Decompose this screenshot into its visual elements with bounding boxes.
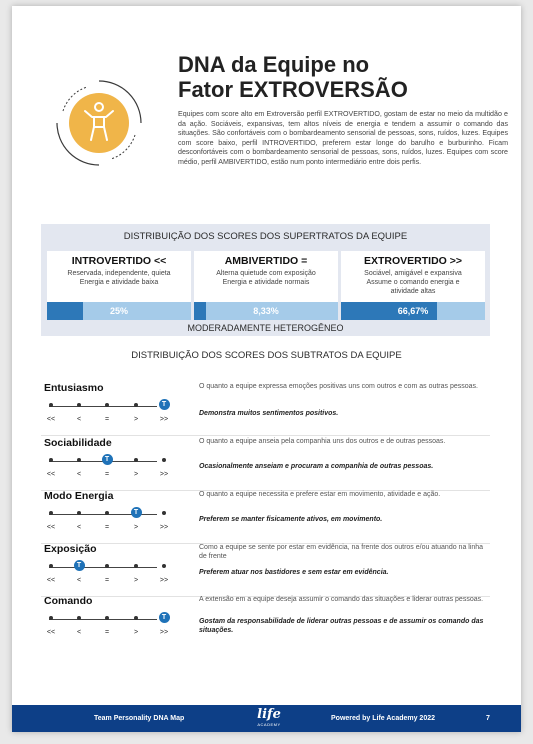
scale-label: > bbox=[133, 416, 139, 423]
subtrait-desc: O quanto a equipe necessita e prefere estar em movimento, atividade e ação. bbox=[199, 491, 441, 498]
subtrait-scale bbox=[45, 559, 169, 587]
subtrait-scale bbox=[45, 611, 169, 639]
subtrait-sociabilidade bbox=[41, 437, 490, 487]
scale-label: < bbox=[76, 524, 82, 531]
team-position-marker: T bbox=[74, 560, 85, 571]
scale-point bbox=[77, 511, 81, 515]
person-figure-icon bbox=[54, 78, 144, 168]
subtrait-name: Exposição bbox=[44, 543, 97, 555]
scale-point bbox=[105, 564, 109, 568]
scale-label: < bbox=[76, 577, 82, 584]
page-title bbox=[178, 52, 508, 102]
scale-point bbox=[105, 403, 109, 407]
supertrait-extrovertido bbox=[341, 251, 485, 302]
hero-emblem bbox=[54, 78, 144, 168]
subtrait-result: Gostam da responsabilidade de liderar outras pessoas e de assumir os comando das situações. bbox=[199, 618, 484, 634]
scale-label: >> bbox=[159, 577, 169, 584]
subtrait-scale bbox=[45, 398, 169, 426]
scale-label: = bbox=[104, 524, 110, 531]
scale-point bbox=[162, 458, 166, 462]
scale-point bbox=[77, 403, 81, 407]
subtrait-result: Preferem se manter fisicamente ativos, em movimento. bbox=[199, 516, 383, 523]
subtrait-result: Ocasionalmente anseiam e procuram a companhia de outras pessoas. bbox=[199, 463, 434, 470]
scale-point bbox=[49, 403, 53, 407]
subtrait-desc: A extensão em a equipe deseja assumir o comando das situações e liderar outras pessoas. bbox=[199, 596, 484, 603]
subtraits-title: DISTRIBUIÇÃO DOS SCORES DOS SUBTRATOS DA EQUIPE bbox=[131, 350, 402, 361]
subtrait-result: Preferem atuar nos bastidores e sem estar em evidência. bbox=[199, 569, 389, 576]
scale-point bbox=[49, 616, 53, 620]
scale-label: >> bbox=[159, 471, 169, 478]
scale-point bbox=[162, 564, 166, 568]
supertrait-bar-extrovertido bbox=[341, 302, 485, 320]
team-position-marker: T bbox=[102, 454, 113, 465]
supertrait-introvertido bbox=[47, 251, 191, 302]
scale-label: >> bbox=[159, 416, 169, 423]
team-position-marker: T bbox=[159, 612, 170, 623]
scale-label: << bbox=[46, 471, 56, 478]
scale-point bbox=[134, 564, 138, 568]
subtrait-scale bbox=[45, 453, 169, 481]
subtrait-desc: Como a equipe se sente por estar em evidência, na frente dos outros e/ou atuando na linha de frente bbox=[199, 544, 484, 560]
footer-powered-by: Powered by Life Academy 2022 bbox=[331, 715, 436, 722]
scale-point bbox=[49, 458, 53, 462]
subtrait-scale bbox=[45, 506, 169, 534]
subtrait-entusiasmo bbox=[41, 382, 490, 432]
scale-label: < bbox=[76, 471, 82, 478]
subtrait-name: Sociabilidade bbox=[44, 437, 112, 449]
supertrait-name: AMBIVERTIDO = bbox=[224, 255, 308, 267]
subtrait-modo-energia bbox=[41, 490, 490, 540]
scale-point bbox=[134, 616, 138, 620]
scale-line bbox=[49, 567, 157, 568]
scale-label: >> bbox=[159, 524, 169, 531]
scale-label: < bbox=[76, 629, 82, 636]
supertrait-name: INTROVERTIDO << bbox=[71, 255, 167, 267]
report-page bbox=[12, 6, 521, 732]
supertraits-panel bbox=[41, 224, 490, 336]
page-footer bbox=[12, 705, 521, 732]
subtrait-name: Entusiasmo bbox=[44, 382, 104, 394]
scale-label: << bbox=[46, 416, 56, 423]
scale-label: << bbox=[46, 524, 56, 531]
subtrait-exposicao bbox=[41, 543, 490, 593]
scale-point bbox=[77, 616, 81, 620]
life-academy-logo: life ACADEMY bbox=[257, 707, 281, 727]
scale-label: = bbox=[104, 416, 110, 423]
scale-label: < bbox=[76, 416, 82, 423]
subtrait-desc: O quanto a equipe anseia pela companhia uns dos outros e de outras pessoas. bbox=[199, 438, 446, 445]
supertrait-desc: Reservada, independente, quieta Energia e atividade baixa bbox=[67, 270, 171, 286]
subtrait-desc: O quanto a equipe expressa emoções positivas uns com outros e com as outras pessoas. bbox=[199, 383, 478, 390]
scale-label: = bbox=[104, 471, 110, 478]
scale-point bbox=[105, 616, 109, 620]
supertrait-ambivertido bbox=[194, 251, 338, 302]
scale-label: << bbox=[46, 629, 56, 636]
scale-point bbox=[162, 511, 166, 515]
scale-label: = bbox=[104, 629, 110, 636]
supertrait-bar-ambivertido bbox=[194, 302, 338, 320]
scale-label: > bbox=[133, 629, 139, 636]
subtrait-name: Modo Energia bbox=[44, 490, 114, 502]
supertrait-value: 8,33% bbox=[253, 306, 279, 316]
subtrait-comando bbox=[41, 595, 490, 645]
supertrait-bar-introvertido bbox=[47, 302, 191, 320]
scale-point bbox=[105, 511, 109, 515]
divider bbox=[41, 435, 490, 436]
title-line-2: Fator EXTROVERSÃO bbox=[178, 77, 408, 102]
subtrait-name: Comando bbox=[44, 595, 93, 607]
scale-line bbox=[49, 406, 157, 407]
scale-point bbox=[134, 458, 138, 462]
scale-point bbox=[77, 458, 81, 462]
supertrait-desc: Alterna quietude com exposição Energia e atividade normais bbox=[216, 270, 316, 286]
scale-label: > bbox=[133, 577, 139, 584]
supertrait-value: 25% bbox=[109, 306, 128, 316]
scale-label: >> bbox=[159, 629, 169, 636]
scale-label: > bbox=[133, 471, 139, 478]
scale-point bbox=[49, 511, 53, 515]
supertrait-value: 66,67% bbox=[397, 306, 429, 316]
scale-point bbox=[49, 564, 53, 568]
supertrait-name: EXTROVERTIDO >> bbox=[363, 255, 463, 267]
page-number: 7 bbox=[486, 715, 490, 722]
title-line-1: DNA da Equipe no bbox=[178, 52, 370, 77]
scale-point bbox=[134, 403, 138, 407]
scale-line bbox=[49, 619, 157, 620]
scale-label: << bbox=[46, 577, 56, 584]
subtrait-result: Demonstra muitos sentimentos positivos. bbox=[199, 410, 339, 417]
heterogeneity-label: MODERADAMENTE HETEROGÊNEO bbox=[187, 323, 344, 333]
supertrait-desc: Sociável, amigável e expansiva Assume o comando energia e atividade altas bbox=[364, 270, 462, 295]
supertraits-title: DISTRIBUIÇÃO DOS SCORES DOS SUPERTRATOS DA EQUIPE bbox=[123, 231, 408, 242]
scale-label: = bbox=[104, 577, 110, 584]
footer-report-name: Team Personality DNA Map bbox=[94, 715, 185, 722]
team-position-marker: T bbox=[131, 507, 142, 518]
team-position-marker: T bbox=[159, 399, 170, 410]
scale-label: > bbox=[133, 524, 139, 531]
intro-text: Equipes com score alto em Extroversão perfil EXTROVERTIDO, gostam de estar no meio da multidão e da ação. Sociáveis, expansivas, tem altos níveis de energia e tendem a assumir o comando das situações. São confortáveis com o bombardeamento sensorial de pessoas, sons, ruídos, luzes. Equipes com score baixo, perfil INTROVERTIDO, preferem estar longe do barulho e burburinho. Ficam desconfortáveis com o bombardeamento sensorial de pessoas, sons, ruídos, luzes. Equipes com score médio, perfil AMBIVERTIDO, estão num ponto intermediário entre dois perfis. bbox=[178, 110, 508, 166]
